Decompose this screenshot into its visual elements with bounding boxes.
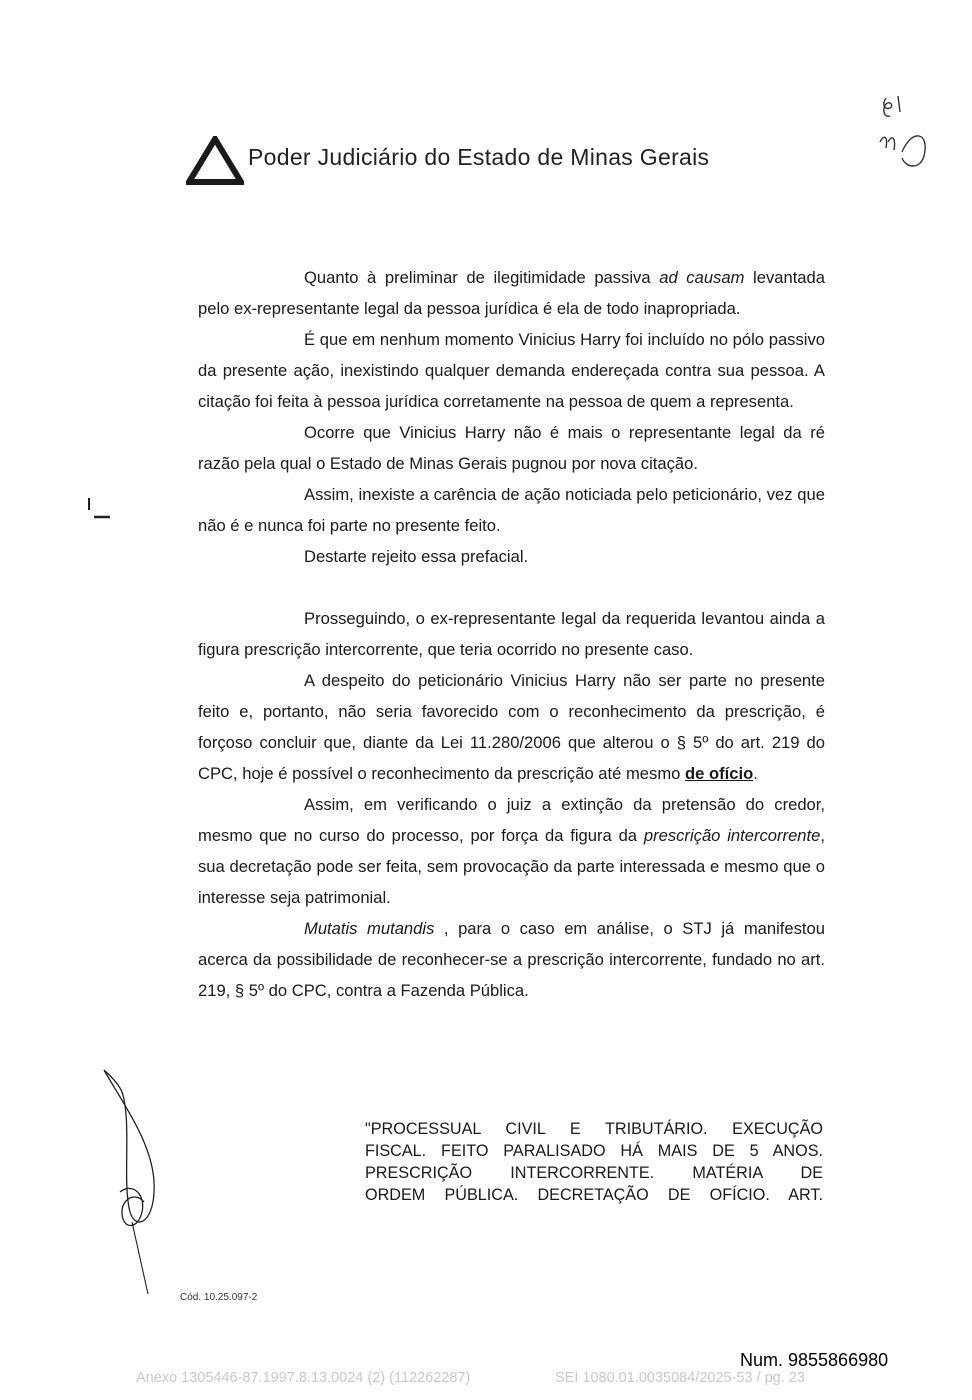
paragraph-text: Assim, em verificando o juiz a extinção da pretensão do credor, mesmo que no curso do processo, por força da figura da [198,795,825,845]
quote-line: FISCAL. FEITO PARALISADO HÁ MAIS DE 5 ANOS. [365,1142,823,1160]
quote-line: PRESCRIÇÃO INTERCORRENTE. MATÉRIA DE [365,1164,823,1182]
paragraph-text: , sua decretação pode ser feita, sem provocação da parte interessada e mesmo que o interesse seja patrimonial. [198,826,826,907]
body-paragraph [198,479,825,541]
quote-line: ORDEM PÚBLICA. DECRETAÇÃO DE OFÍCIO. ART. [365,1186,823,1204]
body-paragraph [198,789,825,913]
court-name-heading: Poder Judiciário do Estado de Minas Gerais [248,144,710,170]
form-code: Cód. 10.25.097-2 [180,1292,258,1303]
annex-reference: Anexo 1305446-87.1997.8.13.0024 (2) (112262287) [136,1370,471,1386]
italic-term: ad causam [659,268,745,287]
margin-mark [80,490,120,530]
paragraph-text: . [753,764,758,783]
paragraph-text: Ocorre que Vinicius Harry não é mais o representante legal da ré razão pela qual o Estado de Minas Gerais pugnou por nova citação. [198,423,825,473]
legal-quote-block [365,1118,823,1206]
body-paragraph [198,541,825,572]
sei-page-reference: SEI 1080.01.0035084/2025-53 / pg. 23 [555,1370,805,1386]
emphasized-term: de ofício [685,764,754,783]
paragraph-text: Assim, inexiste a carência de ação noticiada pelo peticionário, vez que não é e nunca foi parte no presente feito. [198,485,825,535]
handwritten-signature [92,1062,172,1302]
paragraph-text: É que em nenhum momento Vinicius Harry foi incluído no pólo passivo da presente ação, inexistindo qualquer demanda endereçada contra sua pessoa. A citação foi feita à pessoa jurídica corretamente na pessoa de quem a representa. [198,330,825,411]
paragraph-text: Destarte rejeito essa prefacial. [304,547,529,566]
italic-term: prescrição intercorrente [643,826,821,845]
paragraph-text: , para o caso em análise, o STJ já manifestou acerca da possibilidade de reconhecer-se a prescrição intercorrente, fundado no art. 219, § 5º do CPC, contra a Fazenda Pública. [198,919,825,1000]
body-paragraph [198,262,825,324]
body-paragraph [198,665,825,789]
decision-body [198,262,825,1006]
italic-term: Mutatis mutandis [304,919,435,938]
handwritten-folio-mark [872,92,932,182]
triangle-logo-icon [186,136,244,186]
body-paragraph [198,913,825,1006]
document-number: Num. 9855866980 [740,1350,889,1370]
paragraph-text: A despeito do peticionário Vinicius Harry não ser parte no presente feito e, portanto, não seria favorecido com o reconhecimento da prescrição, é forçoso concluir que, diante da Lei 11.280/2006 que alterou o § 5º do art. 219 do CPC, hoje é possível o reconhecimento da prescrição até mesmo [198,671,825,783]
paragraph-text: levantada pelo ex-representante legal da pessoa jurídica é ela de todo inapropriada. [198,268,825,318]
body-paragraph [198,417,825,479]
quote-line: "PROCESSUAL CIVIL E TRIBUTÁRIO. EXECUÇÃO [365,1120,823,1138]
body-paragraph [198,324,825,417]
paragraph-spacer [198,572,825,603]
paragraph-text: Quanto à preliminar de ilegitimidade passiva [304,268,660,287]
body-paragraph [198,603,825,665]
paragraph-text: Prosseguindo, o ex-representante legal da requerida levantou ainda a figura prescrição intercorrente, que teria ocorrido no presente caso. [198,609,825,659]
